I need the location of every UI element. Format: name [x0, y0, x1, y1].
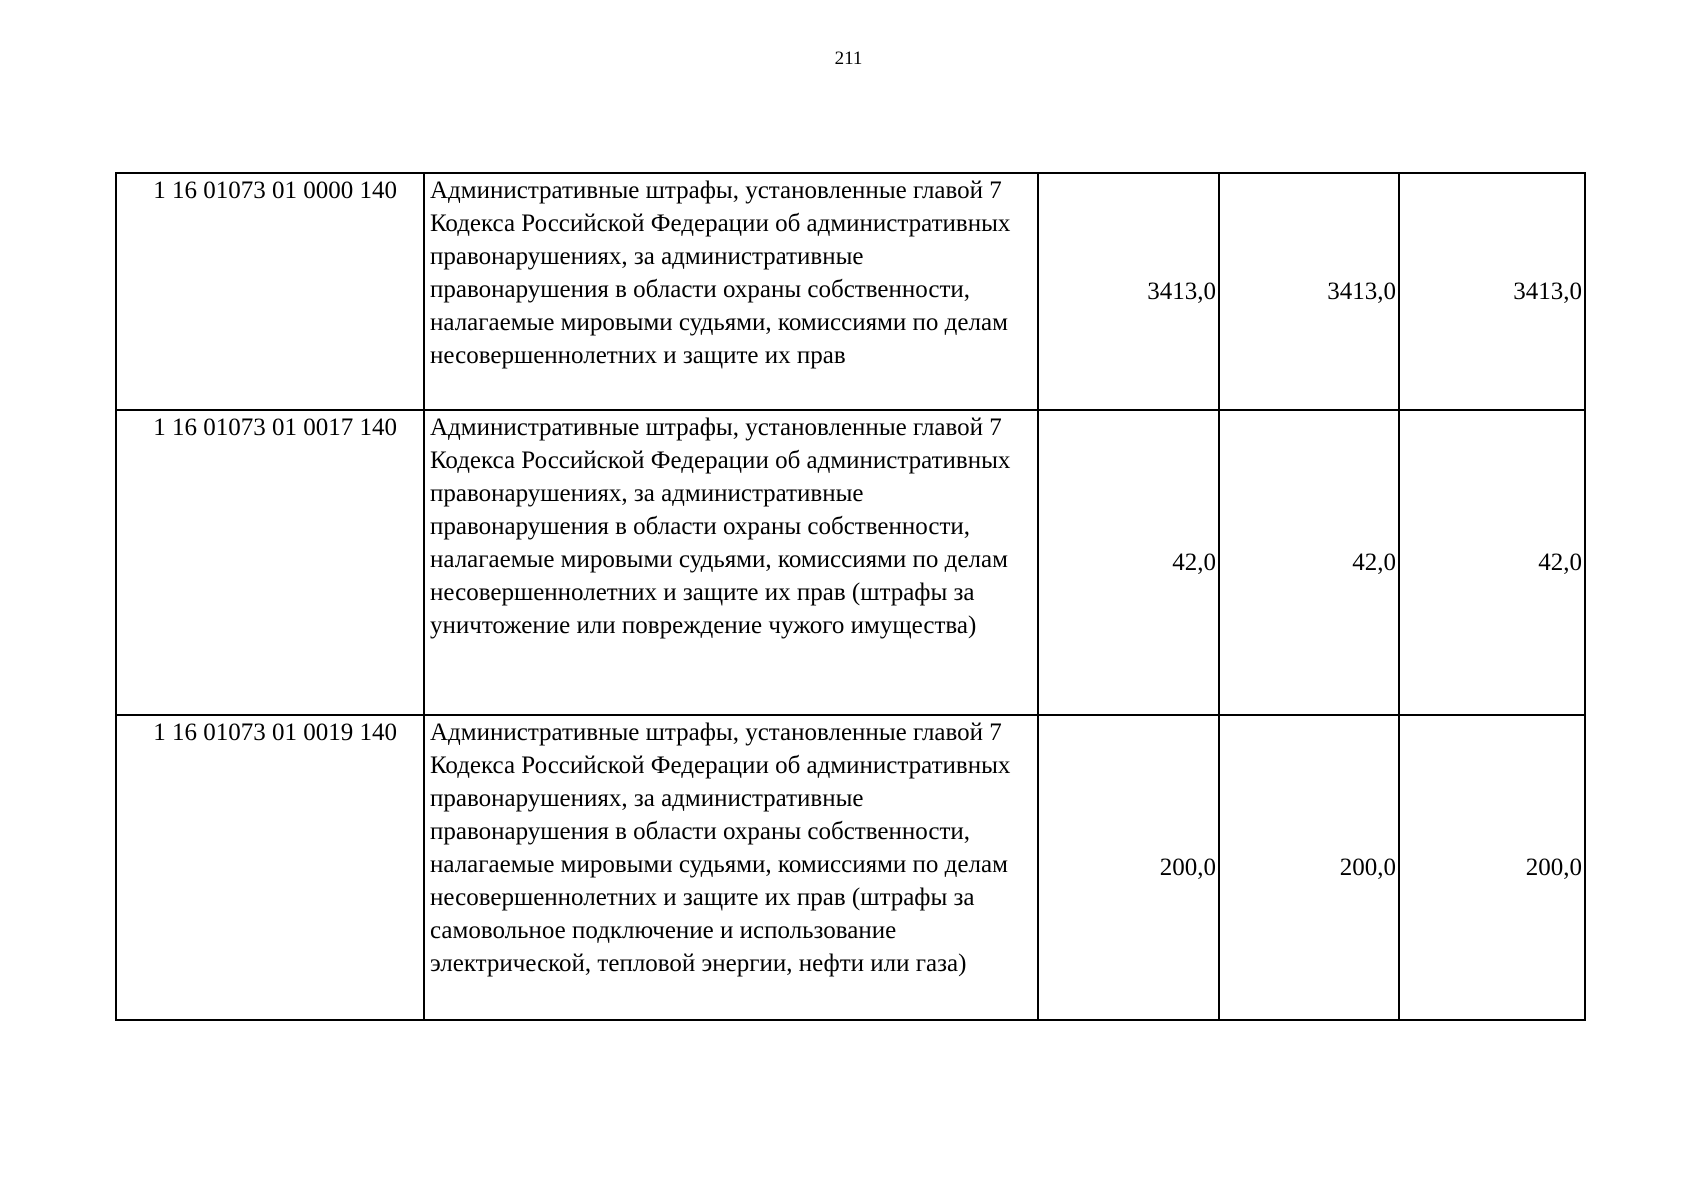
page-number: 211 [834, 48, 863, 69]
revenue-description-cell: Административные штрафы, установленные главой 7 Кодекса Российской Федерации об административных правонарушениях, за административные правонарушения в области охраны собственности, налагаемые мировыми судьями, комиссиями по делам несовершеннолетних и защите их прав (штрафы за уничтожение или повреждение чужого имущества) [424, 410, 1038, 715]
amount-cell-year-1: 3413,0 [1038, 173, 1219, 410]
amount-cell-year-2: 3413,0 [1219, 173, 1399, 410]
amount-cell-year-3: 200,0 [1399, 715, 1585, 1020]
revenue-description-cell: Административные штрафы, установленные главой 7 Кодекса Российской Федерации об административных правонарушениях, за административные правонарушения в области охраны собственности, налагаемые мировыми судьями, комиссиями по делам несовершеннолетних и защите их прав [424, 173, 1038, 410]
table-row [116, 173, 1585, 410]
amount-cell-year-3: 3413,0 [1399, 173, 1585, 410]
budget-revenue-table [115, 172, 1586, 1021]
amount-cell-year-1: 200,0 [1038, 715, 1219, 1020]
amount-cell-year-2: 42,0 [1219, 410, 1399, 715]
amount-cell-year-1: 42,0 [1038, 410, 1219, 715]
revenue-code-cell: 1 16 01073 01 0019 140 [116, 715, 424, 1020]
amount-cell-year-2: 200,0 [1219, 715, 1399, 1020]
revenue-code-cell: 1 16 01073 01 0000 140 [116, 173, 424, 410]
table-row [116, 410, 1585, 715]
amount-cell-year-3: 42,0 [1399, 410, 1585, 715]
table-row [116, 715, 1585, 1020]
revenue-description-cell: Административные штрафы, установленные главой 7 Кодекса Российской Федерации об административных правонарушениях, за административные правонарушения в области охраны собственности, налагаемые мировыми судьями, комиссиями по делам несовершеннолетних и защите их прав (штрафы за самовольное подключение и использование электрической, тепловой энергии, нефти или газа) [424, 715, 1038, 1020]
revenue-code-cell: 1 16 01073 01 0017 140 [116, 410, 424, 715]
